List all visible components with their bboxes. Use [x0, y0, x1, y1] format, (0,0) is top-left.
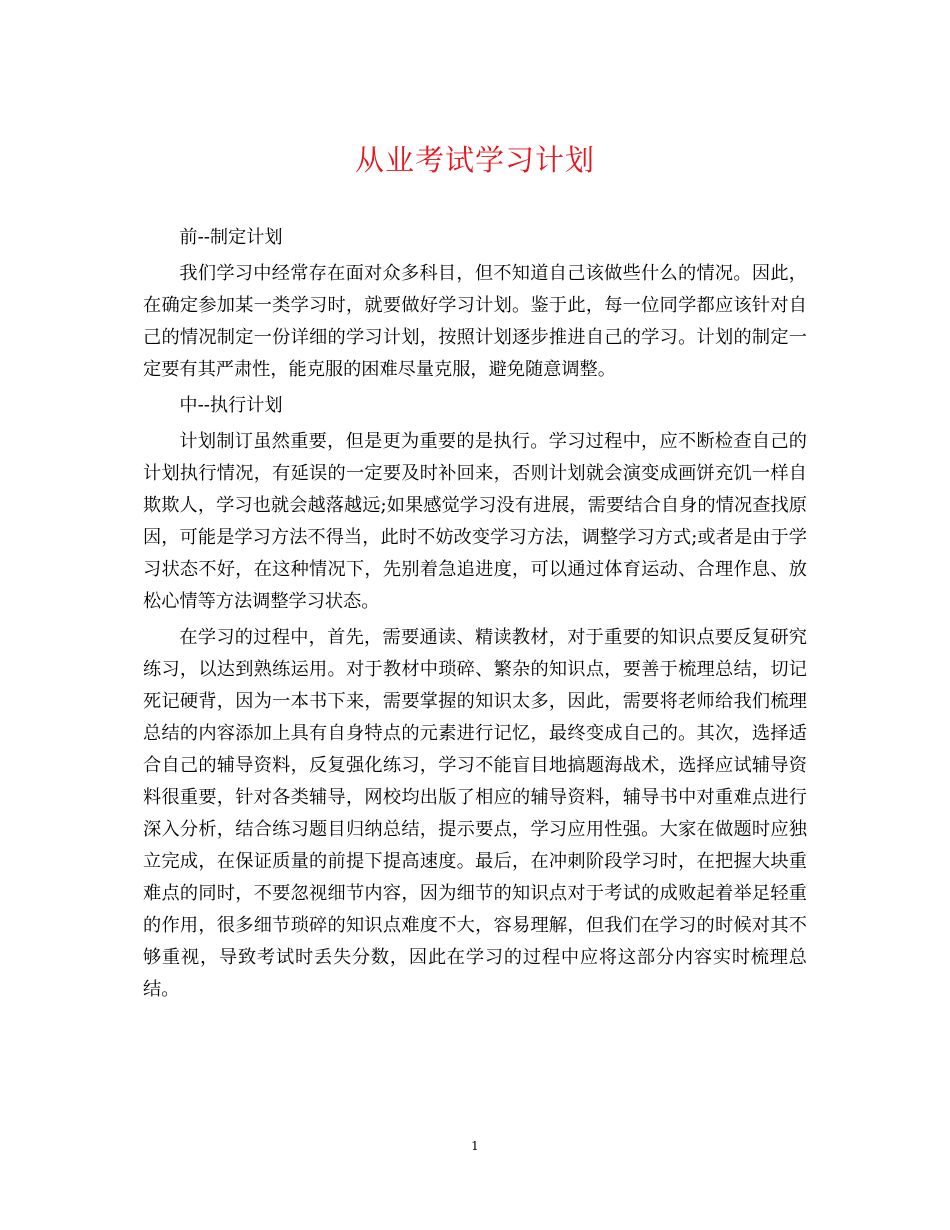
section-heading-plan: 前--制定计划 [179, 227, 283, 248]
document-body [143, 222, 807, 1006]
paragraph-study-process: 在学习的过程中，首先，需要通读、精读教材，对于重要的知识点要反复研究练习，以达到熟练运用。对于教材中琐碎、繁杂的知识点，要善于梳理总结，切记死记硬背，因为一本书下来，需要掌握的知识太多，因此，需要将老师给我们梳理总结的内容添加上具有自身特点的元素进行记忆，最终变成自己的。其次，选择适合自己的辅导资料，反复强化练习，学习不能盲目地搞题海战术，选择应试辅导资料很重要，针对各类辅导，网校均出版了相应的辅导资料，辅导书中对重难点进行深入分析，结合练习题目归纳总结，提示要点，学习应用性强。大家在做题时应独立完成，在保证质量的前提下提高速度。最后，在冲刺阶段学习时，在把握大块重难点的同时，不要忽视细节内容，因为细节的知识点对于考试的成败起着举足轻重的作用，很多细节琐碎的知识点难度不大，容易理解，但我们在学习的时候对其不够重视，导致考试时丢失分数，因此在学习的过程中应将这部分内容实时梳理总结。 [143, 627, 807, 1000]
document-title: 从业考试学习计划 [354, 143, 595, 177]
paragraph-execute: 计划制订虽然重要，但是更为重要的是执行。学习过程中，应不断检查自己的计划执行情况，有延误的一定要及时补回来，否则计划就会演变成画饼充饥一样自欺欺人，学习也就会越落越远;如果感觉学习没有进展，需要结合自身的情况查找原因，可能是学习方法不得当，此时不妨改变学习方法，调整学习方式;或者是由于学习状态不好，在这种情况下，先别着急追进度，可以通过体育运动、合理作息、放松心情等方法调整学习状态。 [143, 431, 807, 612]
section-heading-execute: 中--执行计划 [179, 395, 283, 416]
page-number: 1 [471, 1139, 479, 1153]
paragraph-plan: 我们学习中经常存在面对众多科目，但不知道自己该做些什么的情况。因此，在确定参加某一类学习时，就要做好学习计划。鉴于此，每一位同学都应该针对自己的情况制定一份详细的学习计划，按照计划逐步推进自己的学习。计划的制定一定要有其严肃性，能克服的困难尽量克服，避免随意调整。 [143, 263, 807, 380]
